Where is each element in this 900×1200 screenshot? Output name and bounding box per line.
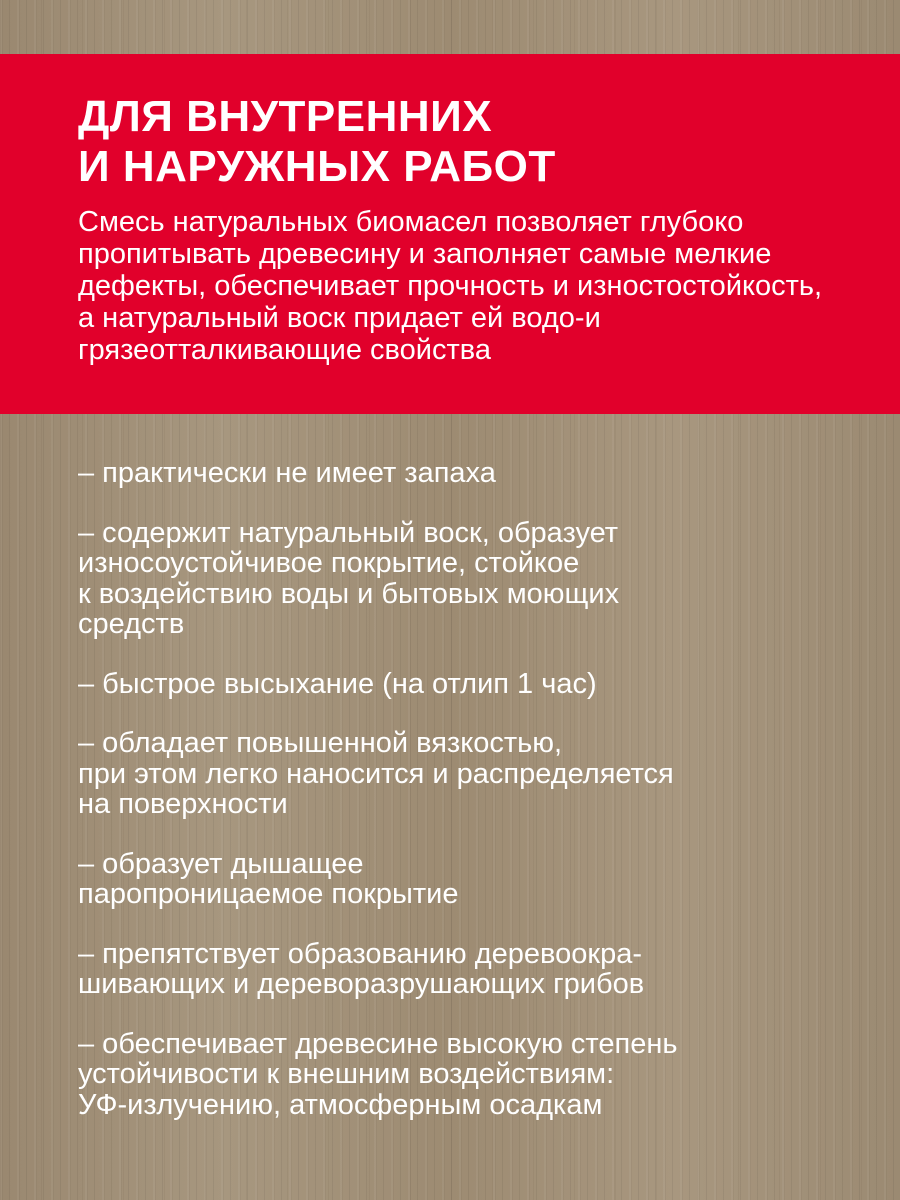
feature-item bbox=[78, 669, 868, 700]
header-banner bbox=[0, 54, 900, 414]
intro-description: Смесь натуральных биомасел позволяет глубоко пропитывать древесину и заполняет самые мелкие дефекты, обеспечивает прочность и изностостойкость, а натуральный воск придает ей водо-и грязеотталкивающие свойства bbox=[78, 206, 823, 366]
feature-line: УФ-излучению, атмосферным осадкам bbox=[78, 1088, 603, 1121]
title-line: ДЛЯ ВНУТРЕННИХ bbox=[78, 92, 493, 141]
feature-line: – практически не имеет запаха bbox=[78, 457, 496, 489]
feature-line: – быстрое высыхание (на отлип 1 час) bbox=[78, 667, 597, 700]
feature-line: – образует дышащее bbox=[78, 847, 364, 880]
feature-item bbox=[78, 728, 868, 820]
feature-item bbox=[78, 518, 868, 640]
feature-line: на поверхности bbox=[78, 788, 288, 820]
feature-line: паропроницаемое покрытие bbox=[78, 878, 459, 910]
features-list bbox=[78, 458, 868, 1149]
feature-item bbox=[78, 1029, 868, 1121]
feature-line: износоустойчивое покрытие, стойкое bbox=[78, 547, 580, 579]
title-line: И НАРУЖНЫХ РАБОТ bbox=[78, 142, 556, 191]
feature-line: средств bbox=[78, 608, 185, 640]
feature-item bbox=[78, 849, 868, 910]
feature-item bbox=[78, 458, 868, 489]
feature-line: – обеспечивает древесине высокую степень bbox=[78, 1027, 678, 1060]
feature-line: к воздействию воды и бытовых моющих bbox=[78, 577, 620, 610]
page-title bbox=[78, 92, 860, 192]
feature-line: – обладает повышенной вязкостью, bbox=[78, 727, 563, 759]
feature-line: при этом легко наносится и распределяется bbox=[78, 757, 674, 790]
feature-line: устойчивости к внешним воздействиям: bbox=[78, 1058, 615, 1090]
feature-line: – содержит натуральный воск, образует bbox=[78, 516, 619, 549]
feature-line: – препятствует образованию деревоокра- bbox=[78, 937, 642, 970]
feature-item bbox=[78, 939, 868, 1000]
feature-line: шивающих и дереворазрушающих грибов bbox=[78, 968, 645, 1000]
